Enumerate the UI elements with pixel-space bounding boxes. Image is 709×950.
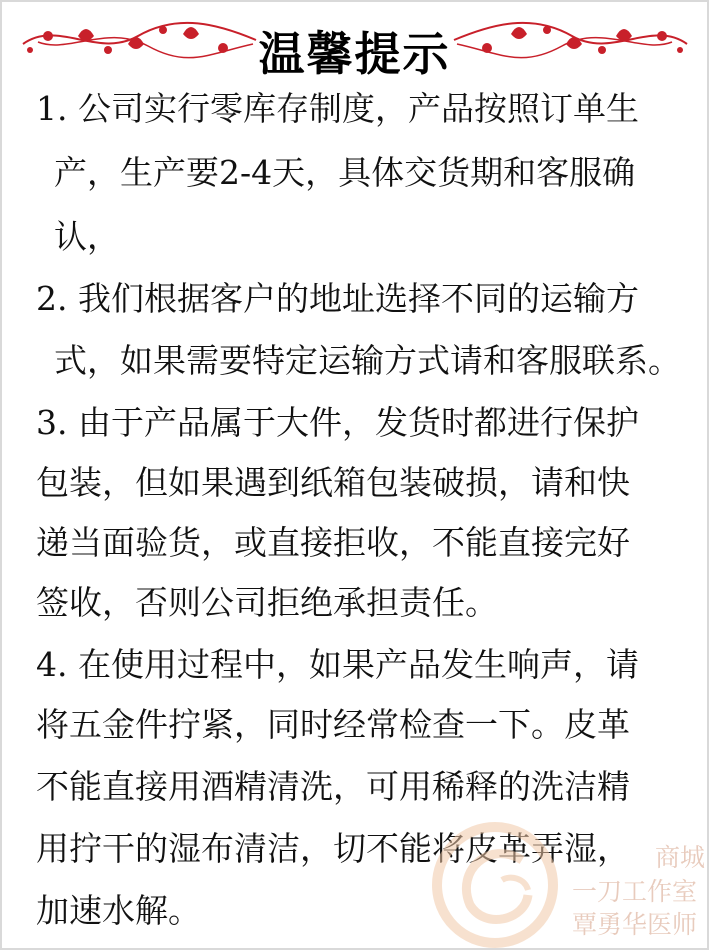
notice-item-3-line-1: 3. 由于产品属于大件，发货时都进行保护 — [36, 403, 639, 442]
notice-item-3-line-4: 签收，否则公司拒绝承担责任。 — [36, 583, 498, 622]
watermark-text-1: 商城 — [655, 843, 706, 872]
notice-item-4-line-3: 不能直接用酒精清洗，可用稀释的洗洁精 — [36, 767, 630, 806]
notice-item-4-line-1: 4. 在使用过程中，如果产品发生响声，请 — [36, 645, 639, 684]
notice-item-4-line-5: 加速水解。 — [36, 891, 201, 930]
notice-item-1-line-3: 认， — [54, 217, 120, 256]
notice-item-3-line-3: 递当面验货，或直接拒收，不能直接完好 — [36, 523, 630, 562]
notice-item-2-line-2: 式，如果需要特定运输方式请和客服联系。 — [54, 341, 681, 380]
notice-item-3-line-2: 包装，但如果遇到纸箱包装破损，请和快 — [36, 463, 630, 502]
right-floral-ornament-icon — [452, 14, 692, 64]
notice-item-4-line-4: 用拧干的湿布清洁，切不能将皮革弄湿， — [36, 829, 630, 868]
header — [0, 0, 709, 82]
notice-item-2-line-1: 2. 我们根据客户的地址选择不同的运输方 — [36, 279, 639, 318]
page-title: 温馨提示 — [258, 27, 451, 81]
notice-item-4-line-2: 将五金件拧紧，同时经常检查一下。皮革 — [36, 705, 630, 744]
notice-item-1-line-1: 1. 公司实行零库存制度，产品按照订单生 — [36, 89, 639, 128]
notice-item-1-line-2: 产，生产要2-4天，具体交货期和客服确 — [54, 153, 636, 192]
watermark-text-2: 一刀工作室 — [572, 877, 698, 906]
watermark-logo-icon — [430, 820, 560, 950]
watermark-text-3: 覃勇华医师 — [572, 910, 698, 939]
